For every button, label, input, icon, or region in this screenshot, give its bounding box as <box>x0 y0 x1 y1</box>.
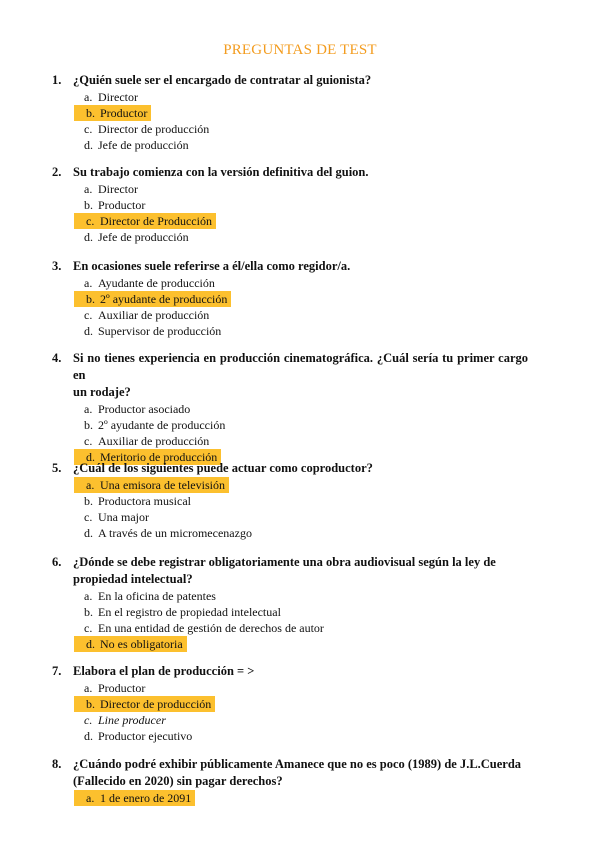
option-text: Jefe de producción <box>98 230 189 244</box>
option-text: En una entidad de gestión de derechos de autor <box>98 621 324 635</box>
option-d <box>0 137 600 153</box>
question-number: 4. <box>52 351 62 365</box>
option-letter: d. <box>84 324 93 338</box>
option-text: Auxiliar de producción <box>98 308 210 322</box>
question-text-line2: propiedad intelectual? <box>73 572 193 586</box>
option-text: No es obligatoria <box>100 637 183 651</box>
option-b-highlighted <box>0 696 600 712</box>
option-letter: d. <box>84 230 93 244</box>
option-letter: b. <box>84 494 93 508</box>
option-text: Productora musical <box>98 494 191 508</box>
option-letter: a. <box>84 681 93 695</box>
option-c <box>0 620 600 636</box>
question-text-line2: (Fallecido en 2020) sin pagar derechos? <box>73 774 283 788</box>
option-text: Productor <box>100 106 148 120</box>
option-text: A través de un micromecenazgo <box>98 526 252 540</box>
option-letter: b. <box>86 106 95 120</box>
question-number: 1. <box>52 73 62 87</box>
option-text: En el registro de propiedad intelectual <box>98 605 281 619</box>
option-d <box>0 229 600 245</box>
option-letter: c. <box>84 434 93 448</box>
option-letter: c. <box>84 621 93 635</box>
option-letter: a. <box>86 478 95 492</box>
option-d <box>0 323 600 339</box>
option-letter: c. <box>84 713 93 727</box>
option-text: 2º ayudante de producción <box>98 418 226 432</box>
option-text: Director <box>98 90 138 104</box>
question-number: 3. <box>52 259 62 273</box>
option-a <box>0 181 600 197</box>
option-letter: b. <box>86 292 95 306</box>
option-c-highlighted <box>0 213 600 229</box>
option-text: Director de Producción <box>100 214 212 228</box>
option-letter: d. <box>84 526 93 540</box>
option-letter: d. <box>84 729 93 743</box>
option-b <box>0 604 600 620</box>
option-text: Una emisora de televisión <box>100 478 225 492</box>
question-3 <box>0 258 600 339</box>
option-text: Jefe de producción <box>98 138 189 152</box>
question-number: 7. <box>52 664 62 678</box>
question-number: 8. <box>52 757 62 771</box>
option-letter: a. <box>84 182 93 196</box>
question-text: En ocasiones suele referirse a él/ella como regidor/a. <box>73 259 351 273</box>
option-d-highlighted <box>0 636 600 652</box>
question-text-line1: ¿Dónde se debe registrar obligatoriamente una obra audiovisual según la ley de <box>73 555 496 569</box>
question-8 <box>0 756 600 806</box>
option-text: Ayudante de producción <box>98 276 215 290</box>
option-letter: b. <box>84 198 93 212</box>
option-text: Line producer <box>98 713 166 727</box>
option-a <box>0 89 600 105</box>
option-text: Una major <box>98 510 149 524</box>
option-letter: c. <box>84 122 93 136</box>
option-d <box>0 525 600 541</box>
option-text: 2º ayudante de producción <box>100 292 228 306</box>
question-7 <box>0 663 600 744</box>
option-a <box>0 401 600 417</box>
question-1 <box>0 72 600 153</box>
option-text: Productor <box>98 681 146 695</box>
question-text <box>73 756 528 790</box>
option-letter: a. <box>84 276 93 290</box>
option-b-highlighted <box>0 105 600 121</box>
option-c <box>0 712 600 728</box>
option-letter: c. <box>84 510 93 524</box>
option-letter: b. <box>84 418 93 432</box>
question-text: Elabora el plan de producción = > <box>73 664 255 678</box>
option-b <box>0 197 600 213</box>
question-2 <box>0 164 600 245</box>
option-letter: b. <box>86 697 95 711</box>
option-b-highlighted <box>0 291 600 307</box>
option-letter: c. <box>86 214 95 228</box>
option-text: Director de producción <box>98 122 210 136</box>
option-c <box>0 307 600 323</box>
question-number: 6. <box>52 555 62 569</box>
option-letter: d. <box>86 637 95 651</box>
option-c <box>0 121 600 137</box>
option-b <box>0 417 600 433</box>
option-text: En la oficina de patentes <box>98 589 216 603</box>
option-text: Auxiliar de producción <box>98 434 210 448</box>
option-a-highlighted <box>0 477 600 493</box>
option-letter: d. <box>86 450 95 464</box>
option-text: Meritorio de producción <box>100 450 218 464</box>
option-text: Director de producción <box>100 697 212 711</box>
question-4 <box>0 350 600 465</box>
page-title: PREGUNTAS DE TEST <box>223 42 377 58</box>
option-a <box>0 680 600 696</box>
option-a <box>0 588 600 604</box>
question-text <box>73 350 528 401</box>
option-text: Productor ejecutivo <box>98 729 193 743</box>
option-letter: a. <box>84 402 93 416</box>
question-text-line2: un rodaje? <box>73 385 131 399</box>
option-a-highlighted <box>0 790 600 806</box>
option-letter: a. <box>86 791 95 805</box>
option-c <box>0 433 600 449</box>
question-text <box>73 554 528 588</box>
question-6 <box>0 554 600 652</box>
option-d <box>0 728 600 744</box>
option-text: Supervisor de producción <box>98 324 222 338</box>
option-letter: a. <box>84 589 93 603</box>
option-c <box>0 509 600 525</box>
question-5 <box>0 460 600 541</box>
option-letter: c. <box>84 308 93 322</box>
option-letter: d. <box>84 138 93 152</box>
question-number: 5. <box>52 461 62 475</box>
option-a <box>0 275 600 291</box>
question-text: ¿Quién suele ser el encargado de contratar al guionista? <box>73 73 372 87</box>
option-b <box>0 493 600 509</box>
option-text: Director <box>98 182 138 196</box>
option-letter: b. <box>84 605 93 619</box>
option-text: 1 de enero de 2091 <box>100 791 192 805</box>
question-number: 2. <box>52 165 62 179</box>
question-text: Su trabajo comienza con la versión definitiva del guion. <box>73 165 369 179</box>
question-text: ¿Cuál de los siguientes puede actuar como coproductor? <box>73 461 373 475</box>
question-text-line1: ¿Cuándo podré exhibir públicamente Amanece que no es poco (1989) de J.L.Cuerda <box>73 757 522 771</box>
option-text: Productor <box>98 198 146 212</box>
option-letter: a. <box>84 90 93 104</box>
question-text-line1: Si no tienes experiencia en producción cinematográfica. ¿Cuál sería tu primer cargo en <box>73 351 528 382</box>
option-text: Productor asociado <box>98 402 191 416</box>
